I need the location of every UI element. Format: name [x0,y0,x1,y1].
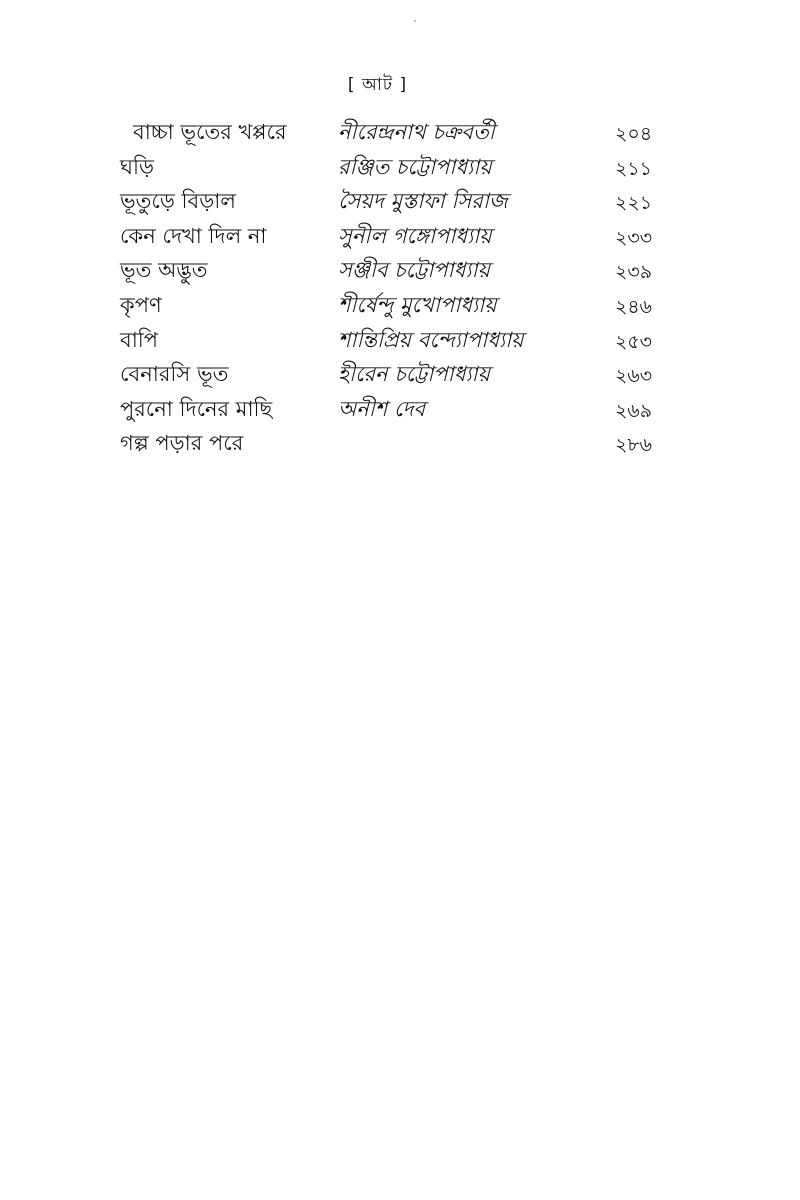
story-title: গল্প পড়ার পরে [120,431,244,456]
scan-speck [414,20,416,22]
toc-row [0,185,800,220]
story-title: ভূতুড়ে বিড়াল [120,189,236,214]
toc-row [0,358,800,393]
author-name: হীরেন চট্টোপাধ্যায় [338,362,491,387]
author-name: রঞ্জিত চট্টোপাধ্যায় [338,154,492,179]
page-ref: ২৫৩ [615,330,653,353]
toc-row [0,324,800,359]
toc-row [0,289,800,324]
author-name: অনীশ দেব [338,396,426,421]
toc-row [0,254,800,289]
author-name: নীরেন্দ্রনাথ চক্রবর্তী [338,120,495,144]
story-title: বেনারসি ভূত [120,362,229,387]
page-number: [ আট ] [347,75,408,95]
author-name: সৈয়দ মুস্তাফা সিরাজ [338,189,508,214]
page-ref: ২৬৩ [615,365,653,388]
story-title: কেন দেখা দিল না [120,223,267,248]
page-ref: ২৮৬ [615,434,653,457]
story-title: বাপি [120,327,159,352]
page-ref: ২৬৯ [615,399,653,422]
toc-row [0,116,800,151]
story-title: ভূত অদ্ভুত [120,258,208,283]
story-title: পুরনো দিনের মাছি [120,396,273,421]
story-title: বাচ্চা ভূতের খপ্পরে [133,120,287,144]
toc-row [0,427,800,462]
page-ref: ২০৪ [615,123,653,145]
page-ref: ২৩৯ [615,261,653,284]
page-ref: ২৩৩ [615,226,653,249]
page-ref: ২৪৬ [615,295,653,318]
author-name: শীর্ষেন্দু মুখোপাধ্যায় [338,292,497,317]
author-name: শান্তিপ্রিয় বন্দ্যোপাধ্যায় [338,327,524,352]
toc-row [0,393,800,428]
table-of-contents [0,116,800,462]
toc-row [0,151,800,186]
story-title: ঘড়ি [120,154,154,179]
author-name: সঞ্জীব চট্টোপাধ্যায় [338,258,490,283]
page-ref: ২১১ [615,157,653,180]
toc-row [0,220,800,255]
story-title: কৃপণ [120,292,162,317]
author-name: সুনীল গঙ্গোপাধ্যায় [338,223,492,248]
page-ref: ২২১ [615,192,653,215]
